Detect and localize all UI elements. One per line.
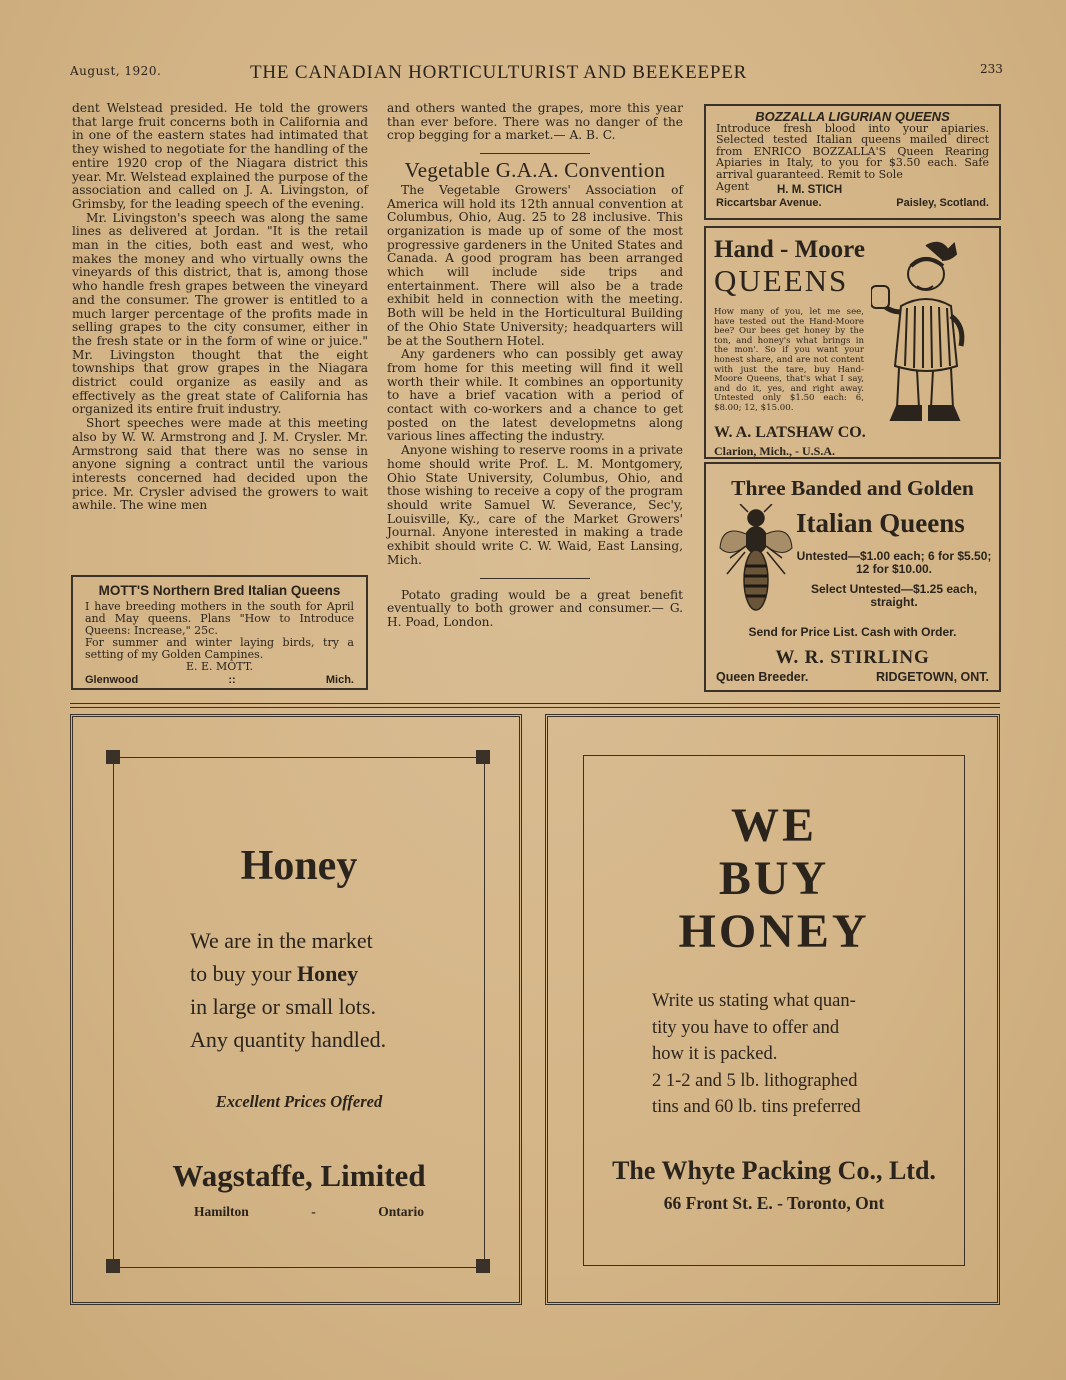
agent-label: Agent [716, 179, 749, 193]
ad-title: Three Banded and Golden [731, 476, 974, 500]
ad-separator: :: [228, 674, 236, 686]
paragraph: Any gardeners who can possibly get away from home for this meeting will find it well worth their while. It combines an opportunity to have a brief vacation with a period of contact with co-workers and a chance to get posted on the latest developmetns along various lines affecting the industry. [387, 347, 683, 444]
section-divider [480, 578, 590, 579]
mott-queens-ad [71, 575, 368, 690]
ad-title: Hand - Moore [714, 236, 865, 263]
corner-ornament [106, 750, 120, 764]
ad-city: Paisley, Scotland. [896, 197, 989, 210]
paragraph: Short speeches were made at this meeting also by W. W. Armstrong and J. M. Crysler. Mr. Armstrong said that there was no sense in anyone signing a contract until the various interests concerned had decided upon the price. Mr. Crysler advised the growers to wait awhile. The wine men [72, 416, 368, 513]
ad-subtitle: Italian Queens [796, 508, 965, 538]
ad-line: how it is packed. [652, 1044, 778, 1064]
ad-location: Clarion, Mich., - U.S.A. [714, 443, 835, 458]
issue-date: August, 1920. [70, 64, 162, 78]
ad-line: Any quantity handled. [190, 1027, 387, 1052]
ad-line: tity you have to offer and [652, 1017, 840, 1038]
publication-title: THE CANADIAN HORTICULTURIST AND BEEKEEPER [250, 62, 748, 83]
ad-note: Send for Price List. Cash with Order. [748, 625, 957, 639]
ad-tagline: Excellent Prices Offered [215, 1092, 383, 1111]
hand-moore-queens-ad [704, 226, 1001, 459]
ad-line [190, 957, 386, 990]
corner-ornament [106, 1259, 120, 1273]
corner-ornament [476, 750, 490, 764]
bozzalla-queens-ad [704, 104, 1001, 220]
ad-subtitle: QUEENS [714, 263, 849, 298]
ad-price-untested: Untested—$1.00 each; 6 for $5.50; 12 for $10.00. [796, 549, 992, 576]
ad-headline: BUY [718, 852, 830, 905]
ad-headline: HONEY [678, 905, 870, 958]
whyte-packing-honey-ad [545, 714, 1000, 1305]
paragraph: The Vegetable Growers' Association of America will hold its 12th annual convention at Columbus, Ohio, Aug. 25 to 28 inclusive. This organization is made up of some of the most progressive gardeners in the United States and Canada. A good program has been arranged which will include side trips and entertainment. There will also be a trade exhibit held in connection with the meeting. Both will be held in the Horticultural Building of the Ohio State University; headquarters will be at the Southern Hotel. [387, 182, 683, 348]
paragraph: Mr. Livingston's speech was along the same lines as delivered at Jordan. "It is the retail man in the cities, both east and west, who makes the money and who virtually owns the vineyards of this district, that is, among those who handle fresh grapes between the vineyard and the consumer. The grower is entitled to a much larger percentage of the profits made in selling grapes to the city consumer, either in the fresh state or in the form of wine or juice." Mr. Livingston thought that the eight townships that grow grapes in the Niagara district could organize as easily and as effectively as the great state of California has organized its entire fruit industry. [72, 210, 368, 417]
ad-company: W. A. LATSHAW CO. [714, 423, 866, 441]
queen-bee-icon [718, 504, 794, 620]
ad-town: Glenwood [85, 674, 139, 686]
ad-title: BOZZALLA LIGURIAN QUEENS [755, 109, 950, 124]
section-divider [480, 153, 590, 154]
ad-state: Mich. [325, 674, 354, 686]
paragraph: Anyone wishing to reserve rooms in a private home should write Prof. L. M. Montgomery, Ohio State University, Columbus, Ohio, and those wishing to receive a copy of the program should write Samuel W. Severance, Sec'y, Louisville, Ky., care of the Market Growers' Journal. Anyone interested in making a trade exhibit should write C. W. Waid, East Lansing, Mich. [387, 443, 683, 567]
article-column-1 [72, 102, 368, 513]
ad-breeder-name: W. R. STIRLING [775, 647, 930, 668]
ad-body: Introduce fresh blood into your apiaries. Selected tested Italian queens mailed direct from ENRICO BOZZALLA'S Queen Rearing Apiaries in Italy, to you for $3.50 each. Safe arrival guaranteed. Remit to Sole [716, 121, 989, 181]
article-column-2 [387, 102, 683, 630]
ad-company: The Whyte Packing Co., Ltd. [612, 1156, 936, 1185]
farmer-illustration-icon [871, 236, 981, 451]
ad-headline: WE [730, 799, 817, 852]
paragraph: dent Welstead presided. He told the growers that large fruit concerns both in California and in one of the eastern states had intimated that they wished to negotiate for the handling of the entire 1920 crop of the Niagara district this year. Mr. Welstead explained the purpose of the association and called on J. A. Livingston, of Grimsby, for the leading speech of the evening. [72, 101, 368, 211]
ad-street: Riccartsbar Avenue. [716, 197, 822, 210]
paragraph: Potato grading would be a great benefit eventually to both grower and consumer.— G. H. Poad, London. [387, 587, 683, 629]
section-rule [70, 703, 1000, 704]
ad-body [190, 924, 386, 1056]
ad-title: MOTT'S Northern Bred Italian Queens [98, 583, 341, 598]
page-number: 233 [980, 62, 1003, 76]
ad-body: How many of you, let me see, have tested out the Hand-Moore bee? Our bees get honey by the ton, and honey's what brings in the mon'. So if you want your honest share, and are not content with just the tare, buy Hand-Moore Queens, that's what I say, and do it, yes, and right away. Untested only $1.50 each: 6, $8.00; 12, $15.00. [714, 307, 864, 413]
ad-line: We are in the market [190, 928, 373, 953]
corner-ornament [476, 1259, 490, 1273]
ad-company: Wagstaffe, Limited [172, 1158, 426, 1193]
ad-body: For summer and winter laying birds, try a setting of my Golden Campines. [85, 636, 354, 661]
ad-price-select: Select Untested—$1.25 each, straight. [810, 582, 978, 609]
ad-body: I have breeding mothers in the south for April and May queens. Plans "How to Introduce Queens: Increase," 25c. [85, 600, 354, 637]
ad-address: 66 Front St. E. - Toronto, Ont [663, 1193, 885, 1213]
ad-line: tins and 60 lb. tins preferred [652, 1097, 861, 1117]
agent-name: H. M. STICH [777, 183, 843, 196]
ad-signature: E. E. MOTT. [185, 660, 254, 673]
stirling-queens-ad [704, 462, 1001, 692]
ad-line-emphasis: Honey [296, 961, 359, 986]
wagstaffe-honey-ad [70, 714, 522, 1305]
ad-location: RIDGETOWN, ONT. [876, 670, 989, 684]
ad-inner-frame [583, 755, 965, 1266]
ad-occupation: Queen Breeder. [716, 670, 809, 684]
ad-line: in large or small lots. [190, 994, 376, 1019]
ad-heading: Honey [240, 843, 358, 889]
ad-city: Hamilton [194, 1204, 249, 1219]
ad-line: Write us stating what quan- [652, 991, 856, 1011]
section-heading: Vegetable G.A.A. Convention [404, 158, 666, 183]
ad-province: Ontario [378, 1204, 424, 1219]
paragraph: and others wanted the grapes, more this year than ever before. There was no danger of the crop begging for a market.— A. B. C. [387, 101, 683, 143]
ad-line-text: to buy your [190, 961, 297, 986]
section-rule [70, 707, 1000, 708]
ad-inner-frame [113, 757, 485, 1268]
ad-dash: - [311, 1204, 316, 1219]
ad-body [652, 988, 861, 1121]
ad-line: 2 1-2 and 5 lb. lithographed [652, 1070, 858, 1091]
